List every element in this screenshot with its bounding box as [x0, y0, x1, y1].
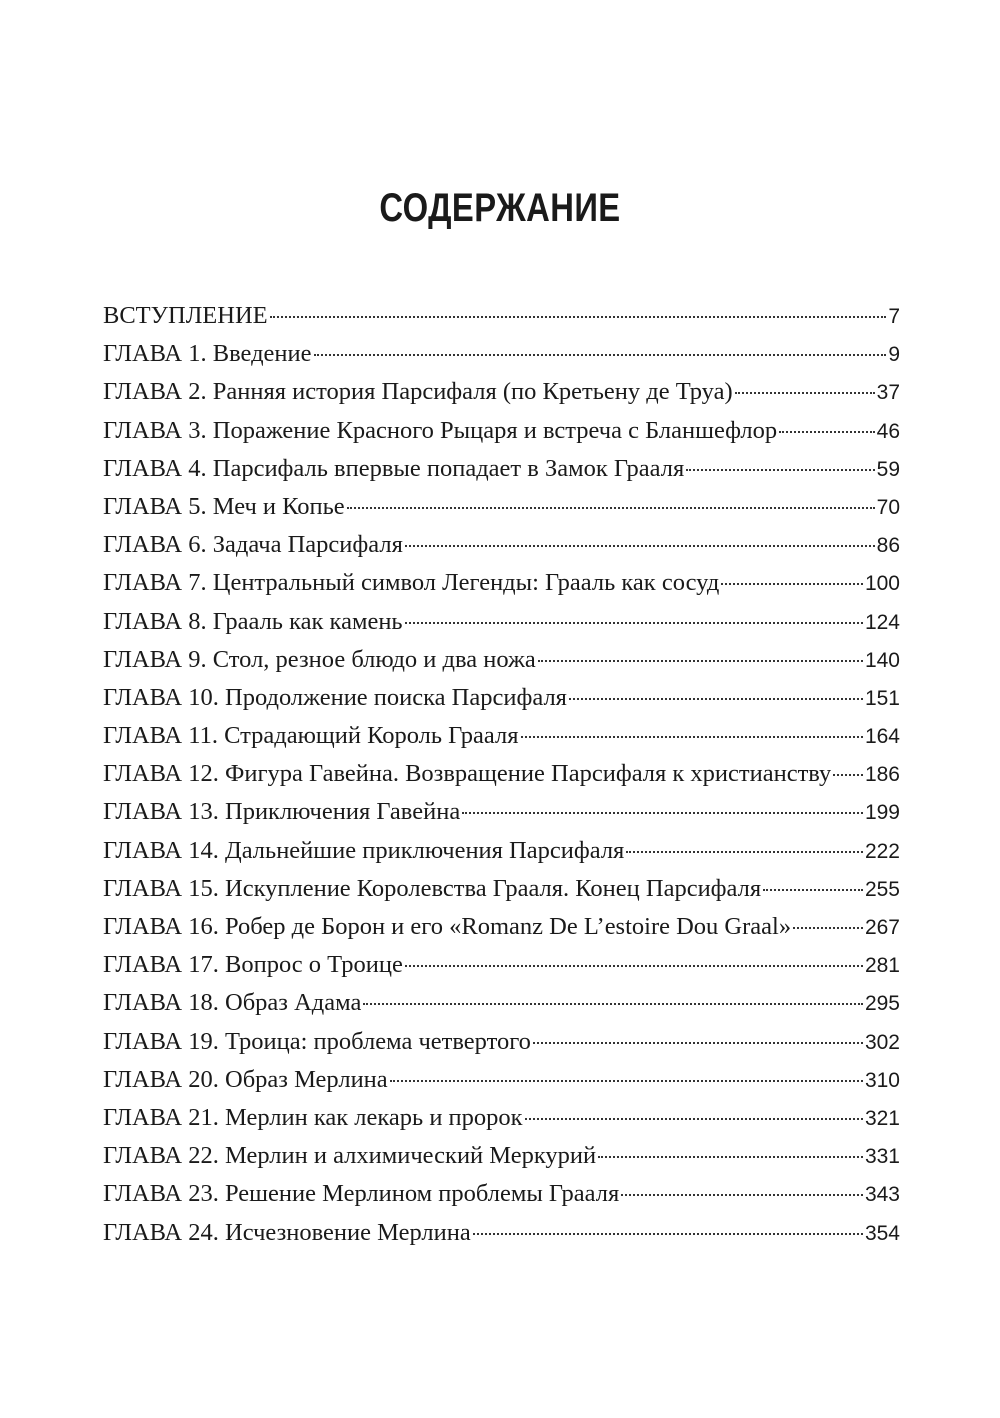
dot-leader	[721, 583, 863, 585]
toc-entry-label: ГЛАВА 4. Парсифаль впервые попадает в Замок Грааля	[103, 454, 685, 482]
dot-leader	[833, 774, 863, 776]
toc-entry	[103, 679, 900, 717]
toc-entry	[103, 526, 900, 564]
toc-entry-page-number: 255	[864, 877, 900, 901]
toc-entry	[103, 603, 900, 641]
dot-leader	[793, 927, 863, 929]
toc-entry-page-number: 321	[864, 1106, 900, 1130]
toc-entry-page-number: 140	[864, 648, 900, 672]
dot-leader	[405, 622, 863, 624]
toc-entry-page-number: 124	[864, 610, 900, 634]
page-title: СОДЕРЖАНИЕ	[379, 186, 621, 230]
toc-entry-page-number: 343	[864, 1183, 900, 1207]
toc-entry-page-number: 295	[864, 992, 900, 1016]
toc-entry-label: ВСТУПЛЕНИЕ	[103, 302, 268, 329]
dot-leader	[569, 698, 863, 700]
toc-entry-label: ГЛАВА 15. Искупление Королевства Грааля. Конец Парсифаля	[103, 874, 762, 902]
toc-entry	[103, 1137, 900, 1175]
dot-leader	[270, 316, 887, 318]
dot-leader	[626, 851, 863, 853]
toc-entry-page-number: 199	[864, 801, 900, 825]
toc-entry-label: ГЛАВА 9. Стол, резное блюдо и два ножа	[103, 645, 536, 673]
toc-entry	[103, 1061, 900, 1099]
dot-leader	[405, 965, 863, 967]
toc-entry-label: ГЛАВА 18. Образ Адама	[103, 989, 362, 1017]
dot-leader	[390, 1080, 863, 1082]
toc-entry-page-number: 164	[864, 725, 900, 749]
toc-entry-label: ГЛАВА 3. Поражение Красного Рыцаря и встреча с Бланшефлор	[103, 416, 778, 444]
toc-entry-page-number: 151	[864, 686, 900, 710]
toc-entry-label: ГЛАВА 1. Введение	[103, 340, 312, 368]
toc-entry-label: ГЛАВА 12. Фигура Гавейна. Возвращение Парсифаля к христианству	[103, 760, 832, 788]
toc-entry-label: ГЛАВА 14. Дальнейшие приключения Парсифаля	[103, 836, 625, 864]
toc-entry-label: ГЛАВА 10. Продолжение поиска Парсифаля	[103, 683, 567, 711]
dot-leader	[473, 1233, 863, 1235]
dot-leader	[521, 736, 863, 738]
toc-entry	[103, 832, 900, 870]
toc-entry-label: ГЛАВА 19. Троица: проблема четвертого	[103, 1027, 531, 1055]
toc-entry	[103, 793, 900, 831]
toc-entry	[103, 946, 900, 984]
toc-entry-page-number: 7	[888, 305, 900, 328]
toc-entry	[103, 564, 900, 602]
toc-entry	[103, 1023, 900, 1061]
toc-entry	[103, 870, 900, 908]
dot-leader	[405, 545, 875, 547]
toc-entry	[103, 373, 900, 411]
toc-entry	[103, 984, 900, 1022]
toc-entry	[103, 1099, 900, 1137]
dot-leader	[363, 1003, 863, 1005]
toc-entry-page-number: 281	[864, 954, 900, 978]
toc-entry	[103, 908, 900, 946]
toc-entry	[103, 1214, 900, 1252]
dot-leader	[533, 1042, 863, 1044]
toc-entry	[103, 412, 900, 450]
toc-entry-page-number: 354	[864, 1221, 900, 1245]
toc-entry-label: ГЛАВА 6. Задача Парсифаля	[103, 531, 403, 559]
toc-entry-page-number: 37	[876, 381, 900, 405]
toc-entry-page-number: 267	[864, 916, 900, 939]
toc-entry-page-number: 59	[876, 457, 900, 481]
toc-entry-label: ГЛАВА 5. Меч и Копье	[103, 492, 345, 520]
toc-entry-label: ГЛАВА 16. Робер де Борон и его «Romanz De L’estoire Dou Graal»	[103, 913, 792, 940]
toc-entry-page-number: 86	[876, 534, 900, 558]
dot-leader	[314, 354, 887, 356]
dot-leader	[779, 431, 875, 433]
dot-leader	[686, 469, 874, 471]
table-of-contents	[103, 297, 900, 1252]
toc-entry-label: ГЛАВА 20. Образ Мерлина	[103, 1065, 388, 1093]
toc-entry-page-number: 310	[864, 1068, 900, 1092]
toc-entry-label: ГЛАВА 21. Мерлин как лекарь и пророк	[103, 1103, 523, 1131]
toc-entry	[103, 717, 900, 755]
toc-entry-label: ГЛАВА 8. Грааль как камень	[103, 607, 403, 635]
toc-entry	[103, 641, 900, 679]
dot-leader	[735, 392, 875, 394]
dot-leader	[763, 889, 863, 891]
dot-leader	[347, 507, 875, 509]
toc-entry-label: ГЛАВА 23. Решение Мерлином проблемы Грааля	[103, 1180, 620, 1208]
dot-leader	[525, 1118, 863, 1120]
dot-leader	[598, 1156, 863, 1158]
toc-entry-page-number: 222	[864, 839, 900, 863]
toc-entry-page-number: 9	[888, 343, 900, 367]
toc-entry-page-number: 302	[864, 1030, 900, 1054]
dot-leader	[462, 812, 863, 814]
toc-entry	[103, 1175, 900, 1213]
toc-entry-label: ГЛАВА 2. Ранняя история Парсифаля (по Кретьену де Труа)	[103, 378, 733, 406]
toc-entry-label: ГЛАВА 24. Исчезновение Мерлина	[103, 1218, 471, 1246]
toc-entry-page-number: 46	[876, 419, 900, 443]
toc-entry	[103, 488, 900, 526]
toc-entry-label: ГЛАВА 7. Центральный символ Легенды: Грааль как сосуд	[103, 569, 720, 597]
toc-entry-page-number: 186	[864, 763, 900, 787]
toc-entry-label: ГЛАВА 13. Приключения Гавейна	[103, 798, 461, 826]
toc-entry-page-number: 70	[876, 495, 900, 519]
toc-entry-page-number: 100	[864, 572, 900, 596]
toc-entry	[103, 297, 900, 335]
dot-leader	[621, 1194, 863, 1196]
toc-entry-label: ГЛАВА 11. Страдающий Король Грааля	[103, 722, 519, 750]
toc-entry-label: ГЛАВА 17. Вопрос о Троице	[103, 951, 403, 979]
toc-entry	[103, 450, 900, 488]
toc-entry-label: ГЛАВА 22. Мерлин и алхимический Меркурий	[103, 1142, 597, 1170]
toc-entry	[103, 755, 900, 793]
dot-leader	[538, 660, 863, 662]
toc-entry-page-number: 331	[864, 1145, 900, 1169]
toc-entry	[103, 335, 900, 373]
